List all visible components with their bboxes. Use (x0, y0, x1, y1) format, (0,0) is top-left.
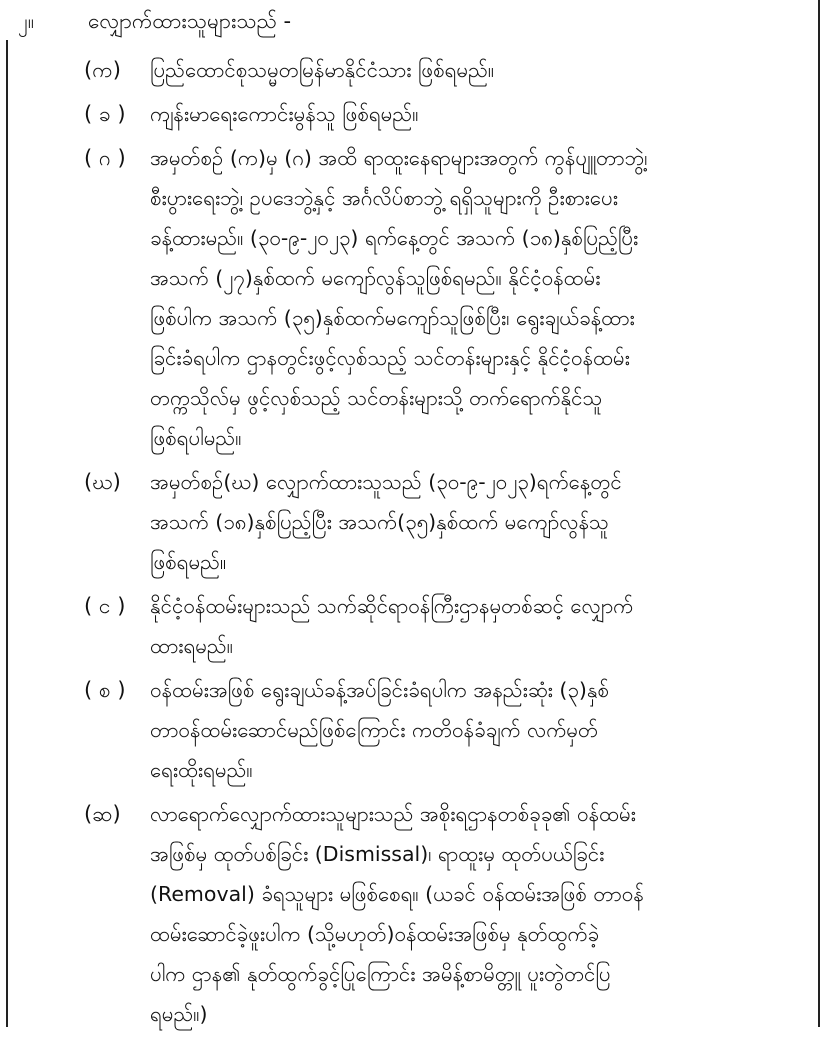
requirement-text-line: နိုင်ငံ့ဝန်ထမ်းများသည် သက်ဆိုင်ရာဝန်ကြီးဌာနမှတစ်ဆင့် လျှောက် (150, 594, 634, 618)
requirement-text-line: အဖြစ်မှ ထုတ်ပစ်ခြင်း (Dismissal)၊ ရာထူးမှ ထုတ်ပယ်ခြင်း (150, 842, 605, 866)
requirement-text-line: ခြင်းခံရပါက ဌာနတွင်းဖွင့်လှစ်သည့် သင်တန်းများနှင့် နိုင်ငံ့ဝန်ထမ်း (150, 346, 630, 370)
requirement-text-line: ဖြစ်ရပါမည်။ (150, 426, 242, 450)
requirement-text (150, 670, 808, 790)
requirement-text-line: အမှတ်စဉ် (က)မှ (ဂ) အထိ ရာထူးနေရာများအတွက် ကွန်ပျူတာဘွဲ့၊ (150, 146, 648, 170)
section-heading (18, 8, 291, 39)
requirement-text-line: ပါက ဌာန၏ နုတ်ထွက်ခွင့်ပြုကြောင်း အမိန့်စာမိတ္တူ ပူးတွဲတင်ပြ (150, 962, 611, 986)
requirement-text-line: ရမည်။) (150, 1002, 208, 1026)
requirements-list (84, 50, 808, 1038)
requirement-text-line: ကျန်းမာရေးကောင်းမွန်သူ ဖြစ်ရမည်။ (150, 102, 419, 126)
requirement-label: (က) (84, 58, 121, 82)
section-number: ၂။ (18, 9, 34, 33)
right-border-line (818, 0, 820, 1027)
requirement-item (84, 462, 808, 582)
requirement-label: ( စ ) (84, 678, 126, 702)
requirement-label: (ဆ) (84, 802, 121, 826)
requirement-item (84, 586, 808, 666)
requirement-item (84, 794, 808, 1034)
requirement-text-line: ပြည်ထောင်စုသမ္မတမြန်မာနိုင်ငံသား ဖြစ်ရမည်။ (150, 58, 495, 82)
requirement-text-line: ဖြစ်ပါက အသက် (၃၅)နှစ်ထက်မကျော်သူဖြစ်ပြီး၊ ရွေးချယ်ခန့်ထား (150, 306, 635, 330)
requirement-text-line: ထားရမည်။ (150, 634, 233, 658)
requirement-text-line: ခန့်ထားမည်။ (၃၀-၉-၂၀၂၃) ရက်နေ့တွင် အသက် (၁၈)နှစ်ပြည့်ပြီး (150, 226, 639, 250)
section-title: လျှောက်ထားသူများသည် - (88, 9, 292, 33)
requirement-text-line: စီးပွားရေးဘွဲ့၊ ဥပဒေဘွဲ့နှင့် အင်္ဂလိပ်စာဘွဲ့ ရရှိသူများကို ဦးစားပေး (150, 186, 618, 210)
requirement-text (150, 462, 808, 582)
left-border-line (6, 40, 8, 1027)
requirement-item (84, 138, 808, 458)
requirement-label: ( ခ ) (84, 102, 126, 126)
requirement-text (150, 794, 808, 1034)
requirement-text-line: တာဝန်ထမ်းဆောင်မည်ဖြစ်ကြောင်း ကတိဝန်ခံချက် လက်မှတ် (150, 718, 598, 742)
requirement-text-line: တက္ကသိုလ်မှ ဖွင့်လှစ်သည့် သင်တန်းများသို့ တက်ရောက်နိုင်သူ (150, 386, 603, 410)
requirement-item (84, 670, 808, 790)
requirement-text (150, 586, 808, 666)
requirement-text-line: ထမ်းဆောင်ခဲ့ဖူးပါက (သို့မဟုတ်)ဝန်ထမ်းအဖြစ်မှ နုတ်ထွက်ခဲ့ (150, 922, 600, 946)
requirement-text (150, 50, 808, 90)
requirement-text-line: ဖြစ်ရမည်။ (150, 550, 227, 574)
requirement-text-line: (Removal) ခံရသူများ မဖြစ်စေရ။ (ယခင် ဝန်ထမ်းအဖြစ် တာဝန် (150, 882, 644, 906)
requirement-text (150, 138, 808, 458)
requirement-item (84, 50, 808, 90)
requirement-label: ( ဂ ) (84, 146, 126, 170)
requirement-label: ( င ) (84, 594, 126, 618)
requirement-text-line: ရေးထိုးရမည်။ (150, 758, 253, 782)
requirement-text-line: အမှတ်စဉ်(ဃ) လျှောက်ထားသူသည် (၃၀-၉-၂၀၂၃)ရက်နေ့တွင် (150, 470, 622, 494)
requirement-text-line: အသက် (၂၇)နှစ်ထက် မကျော်လွန်သူဖြစ်ရမည်။ နိုင်ငံ့ဝန်ထမ်း (150, 266, 601, 290)
requirement-label: (ဃ) (84, 470, 121, 494)
requirement-text-line: ဝန်ထမ်းအဖြစ် ရွေးချယ်ခန့်အပ်ခြင်းခံရပါက အနည်းဆုံး (၃)နှစ် (150, 678, 610, 702)
requirement-text-line: အသက် (၁၈)နှစ်ပြည့်ပြီး အသက်(၃၅)နှစ်ထက် မကျော်လွန်သူ (150, 510, 609, 534)
requirement-item (84, 94, 808, 134)
requirement-text-line: လာရောက်လျှောက်ထားသူများသည် အစိုးရဌာနတစ်ခုခု၏ ဝန်ထမ်း (150, 802, 636, 826)
requirement-text (150, 94, 808, 134)
